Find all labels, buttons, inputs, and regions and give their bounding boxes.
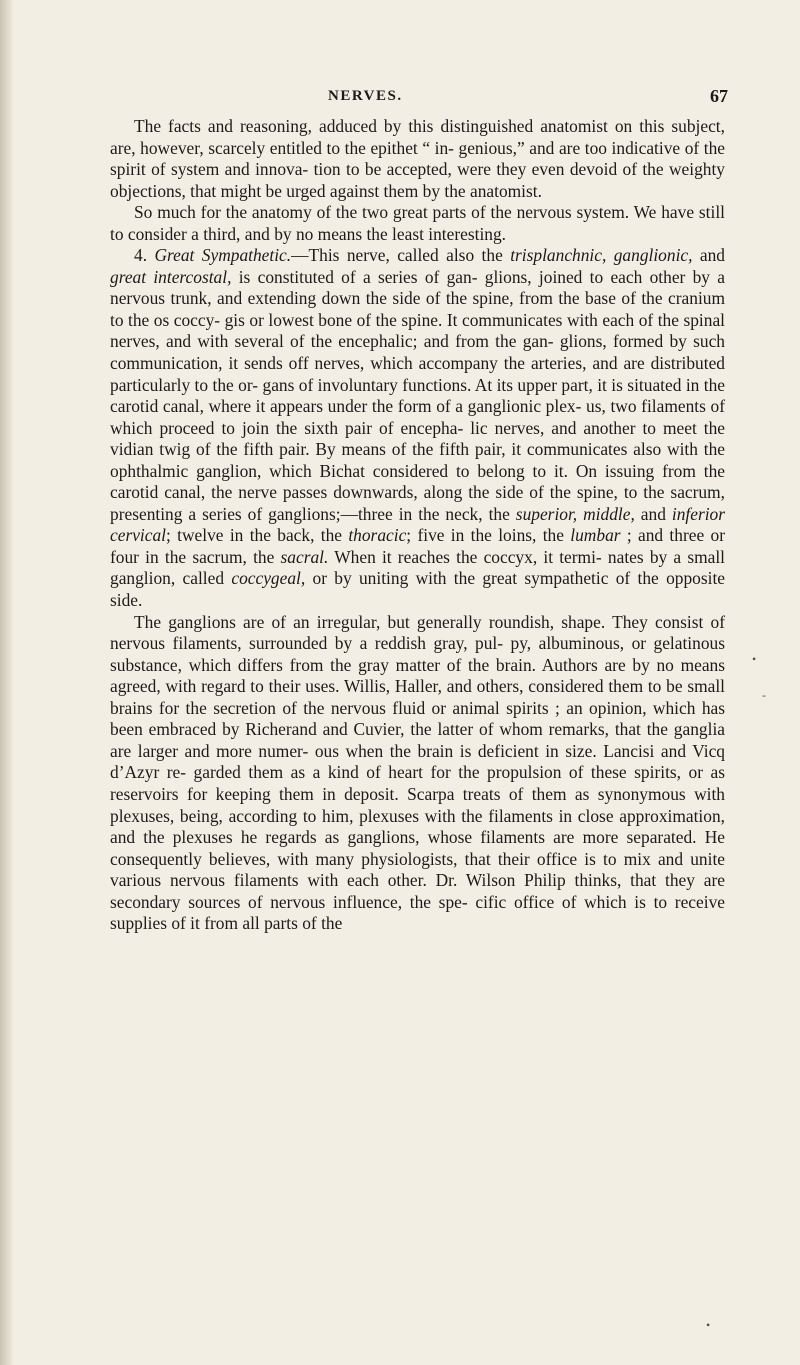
italic-term: lumbar: [570, 525, 621, 546]
italic-term: great intercostal,: [110, 266, 232, 287]
text-run: —This nerve, called also the: [291, 245, 511, 266]
text-run: ; twelve in the back, the: [166, 525, 349, 546]
text-run: 4.: [134, 245, 155, 266]
italic-term: Great Sympathetic.: [154, 245, 292, 266]
text-run: and: [692, 245, 725, 266]
paragraph-1: The facts and reasoning, adduced by this distinguished anatomist on this subject, are, however, scarcely entitled to the epithet “ in- genious,” and are too indicative of the spirit of system and innova- tion to be accepted, were they even devoid of the weighty objections, that might be urged against them by the anatomist.: [110, 116, 725, 201]
text-run: ; and three or four in the sacrum, the: [110, 525, 725, 567]
italic-term: trisplanchnic, ganglionic,: [510, 245, 693, 266]
italic-term: thoracic: [348, 525, 407, 546]
italic-term: inferior cervical: [110, 503, 726, 546]
text-run: ; five in the loins, the: [406, 525, 571, 546]
running-head-title: NERVES.: [328, 88, 403, 104]
margin-speck: •: [706, 1318, 711, 1332]
italic-term: coccygeal,: [231, 568, 306, 589]
paragraph-4: The ganglions are of an irregular, but generally roundish, shape. They consist of nervous filaments, surrounded by a reddish gray, pul- py, albuminous, or gelatinous substance, which differs from the gray matter of the brain. Authors are by no means agreed, with regard to their uses. Willis, Haller, and others, considered them to be small brains for the secretion of the nervous fluid or animal spirits ; an opinion, which has been embraced by Richerand and Cuvier, the latter of whom remarks, that the ganglia are larger and more numer- ous when the brain is deficient in size. Lancisi and Vicq d’Azyr re- garded them as a kind of heart for the propulsion of these spirits, or as reservoirs for keeping them in deposit. Scarpa treats of them as synonymous with plexuses, being, according to him, plexuses with the filaments in close approximation, and the plexuses he regards as ganglions, whose filaments are more separated. He consequently believes, with many physiologists, that their office is to mix and unite various nervous filaments with each other. Dr. Wilson Philip thinks, that they are secondary sources of nervous influence, the spe- cific office of which is to receive supplies of it from all parts of the: [110, 611, 725, 934]
paragraph-3: [110, 245, 725, 611]
page-gutter-shadow: [0, 0, 14, 1365]
paragraph-2: So much for the anatomy of the two great parts of the nervous system. We have still to consider a third, and by no means the least interesting.: [110, 202, 725, 244]
margin-speck: -: [762, 688, 766, 702]
body-text: [110, 116, 725, 935]
running-head: [0, 88, 800, 110]
margin-speck: •: [752, 652, 757, 666]
italic-term: sacral.: [280, 546, 329, 567]
page-number: 67: [710, 86, 728, 106]
text-run: is constituted of a series of gan- glions, joined to each other by a nervous trunk, and extending down the side of the spine, from the base of the cranium to the os coccy- gis or lowest bone of the spine. It communicates with each of the spinal nerves, and with several of the encephalic; and from the gan- glions, formed by such communication, it sends off nerves, which accompany the arteries, and are distributed particularly to the or- gans of involuntary functions. At its upper part, it is situated in the carotid canal, where it appears under the form of a ganglionic plex- us, two filaments of which proceed to join the sixth pair of encepha- lic nerves, and another to meet the vidian twig of the fifth pair. By means of the fifth pair, it communicates also with the ophthalmic ganglion, which Bichat considered to belong to it. On issuing from the carotid canal, the nerve passes downwards, along the side of the spine, to the sacrum, presenting a series of ganglions;—three in the neck, the: [110, 266, 725, 524]
italic-term: superior, middle,: [515, 503, 635, 524]
text-run: When it reaches the coccyx, it termi- nates by a small ganglion, called: [110, 546, 725, 589]
text-run: or by uniting with the great sympathetic of the opposite side.: [110, 568, 726, 611]
text-run: and: [634, 503, 672, 524]
